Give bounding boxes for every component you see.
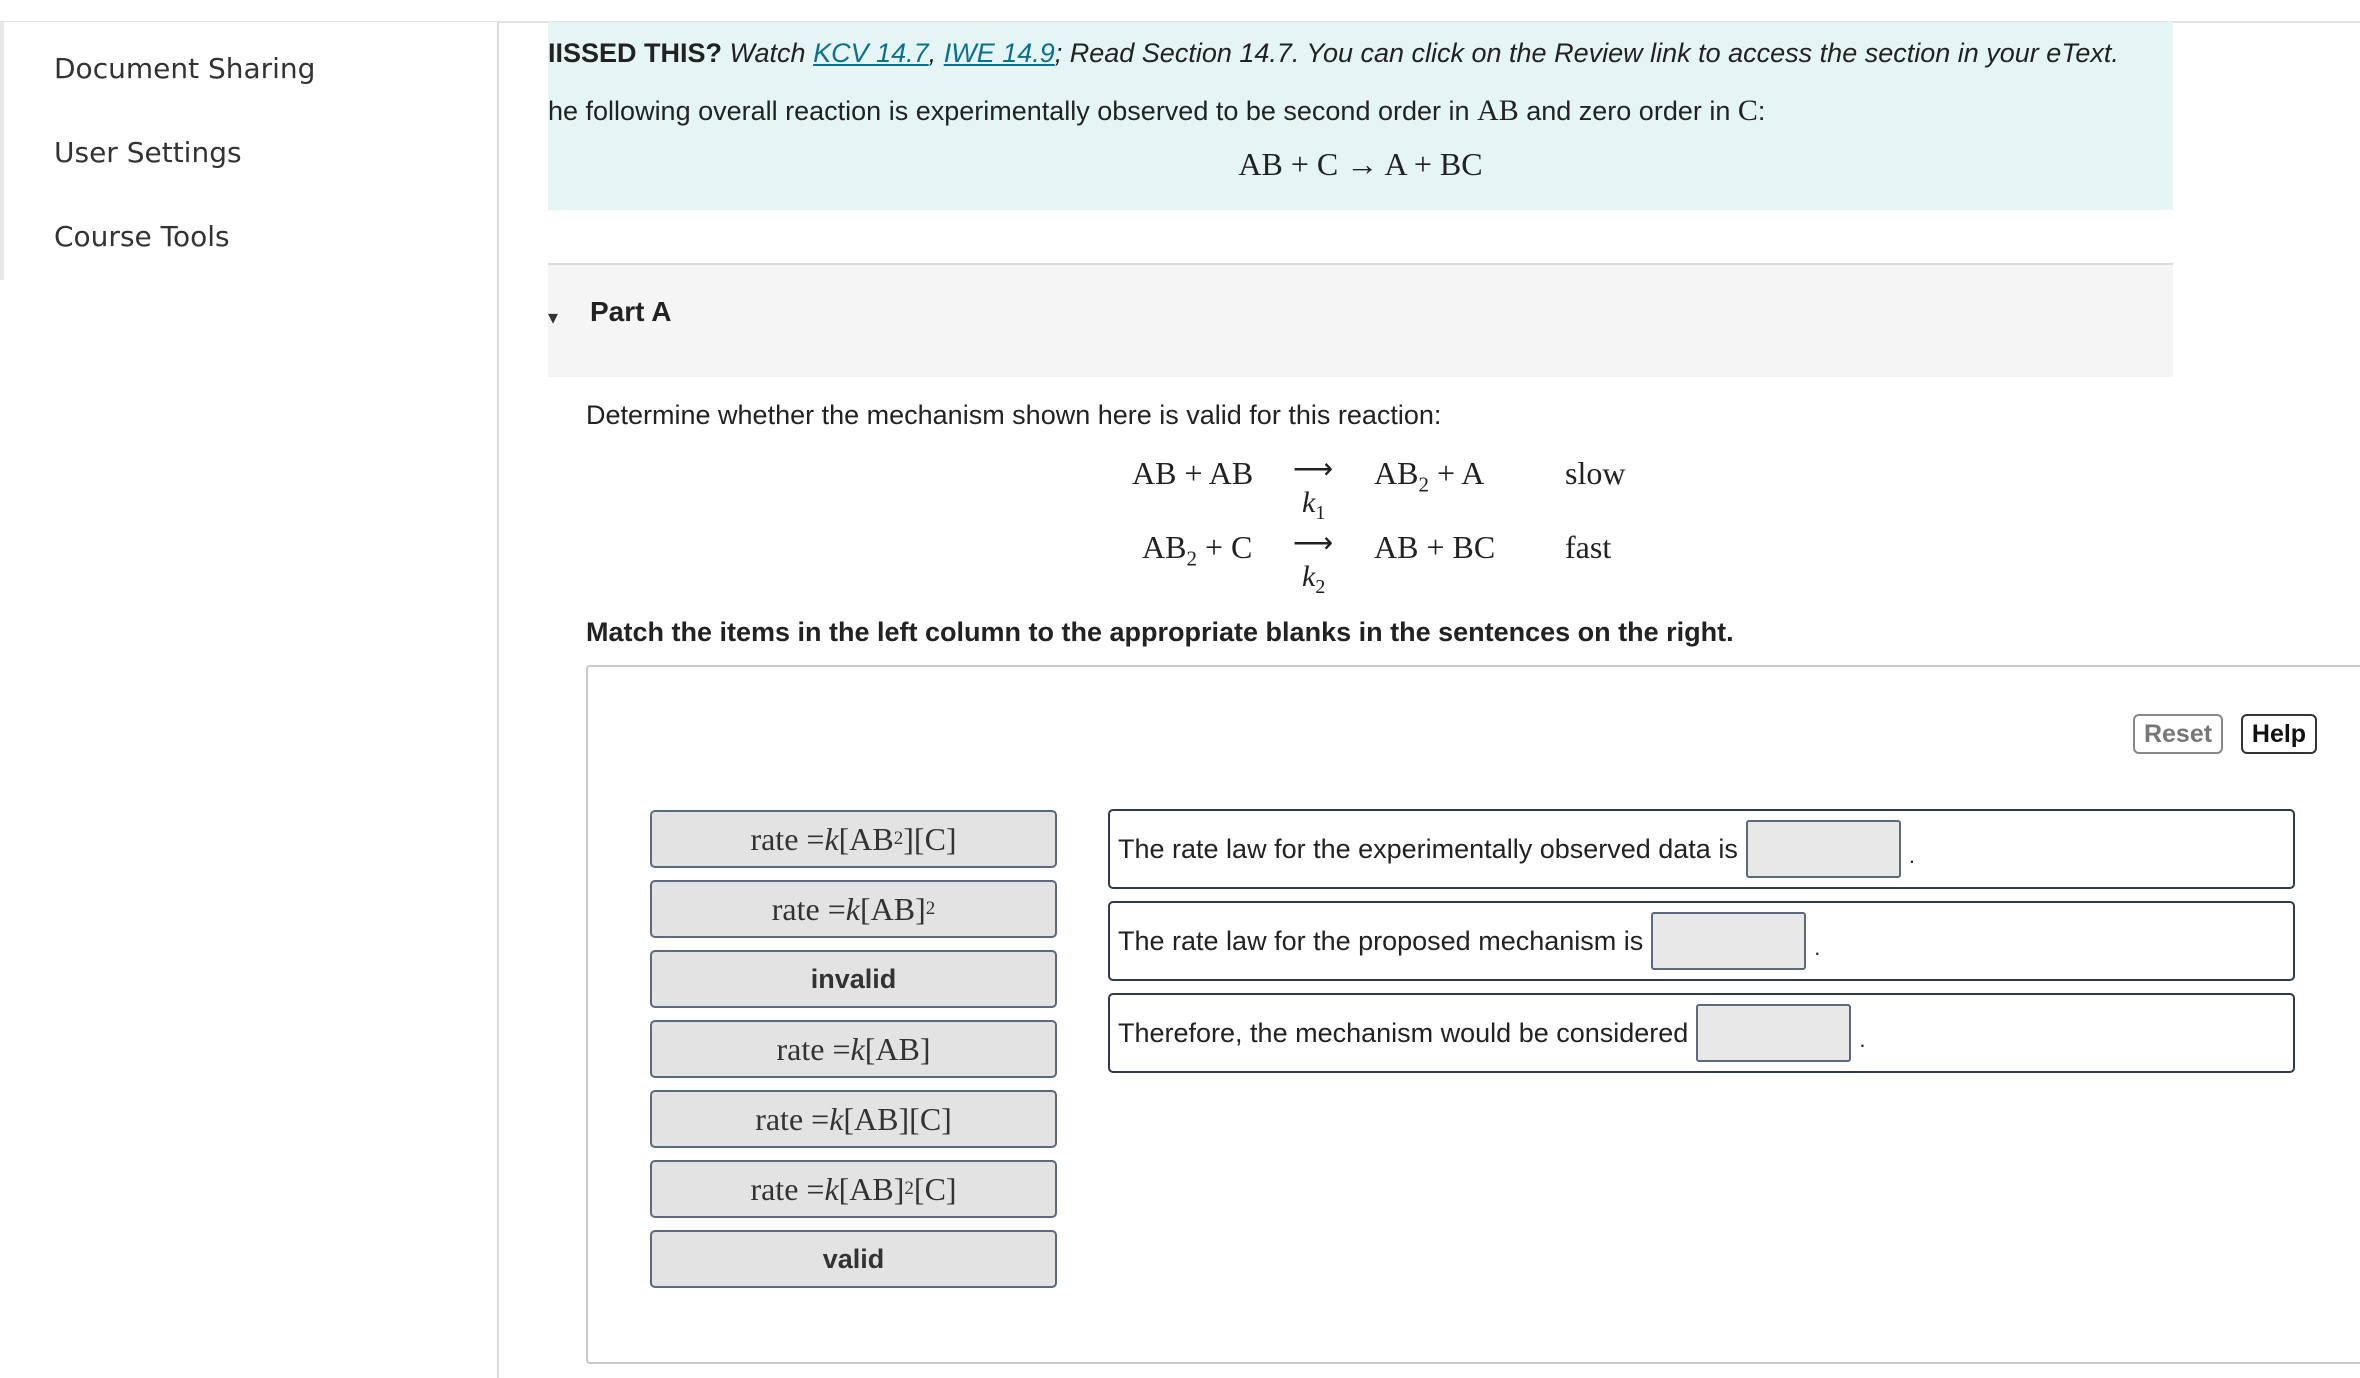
- step2-speed: fast: [1565, 529, 1612, 565]
- reset-button[interactable]: Reset: [2133, 714, 2223, 754]
- sentence-observed-rate-law: [1108, 809, 2295, 889]
- intro-ab: AB: [1477, 94, 1519, 127]
- reaction-intro: [548, 94, 1765, 128]
- matching-work-area: [586, 665, 2360, 1364]
- instructions: Match the items in the left column to the appropriate blanks in the sentences on the right.: [586, 617, 1734, 647]
- tile-invalid[interactable]: invalid: [650, 950, 1057, 1008]
- step1-rate-constant: $k_1$: [1302, 486, 1326, 524]
- drop-target-validity[interactable]: [1696, 1004, 1851, 1062]
- intro-text-pre: he following overall reaction is experimentally observed to be second order in: [548, 96, 1470, 126]
- question-text: Determine whether the mechanism shown here is valid for this reaction:: [586, 400, 1442, 430]
- step2-arrow-icon: ⟶: [1293, 528, 1334, 559]
- sentence-period: .: [1859, 1027, 1866, 1052]
- intro-banner: [548, 22, 2173, 210]
- overall-equation: AB + C → A + BC: [1238, 146, 1483, 182]
- tile-rate-ab[interactable]: rate = k [AB]: [650, 1020, 1057, 1078]
- help-button[interactable]: Help: [2241, 714, 2317, 754]
- sentence-period: .: [1814, 935, 1821, 960]
- sentence-text: Therefore, the mechanism would be considered: [1118, 1017, 1689, 1048]
- link-comma: ,: [928, 38, 937, 68]
- collapse-caret-icon[interactable]: ▾: [548, 307, 559, 329]
- sentence-validity: [1108, 993, 2295, 1073]
- iwe-link[interactable]: IWE 14.9: [943, 38, 1055, 68]
- tile-rate-ab-c[interactable]: rate = k [AB][C]: [650, 1090, 1057, 1148]
- sentence-mechanism-rate-law: [1108, 901, 2295, 981]
- missed-this-label: IISSED THIS?: [548, 38, 723, 68]
- step1-speed: slow: [1565, 455, 1626, 491]
- sidebar: [0, 22, 499, 1378]
- step2-reactants: $AB_2 + C$: [1142, 529, 1253, 571]
- intro-c: C: [1737, 94, 1758, 127]
- sidebar-item-user-settings[interactable]: User Settings: [54, 136, 242, 169]
- sentence-text: The rate law for the proposed mechanism is: [1118, 925, 1644, 956]
- step1-products: $AB_2 + A$: [1374, 455, 1485, 497]
- sidebar-item-document-sharing[interactable]: Document Sharing: [54, 52, 316, 85]
- sentence-text: The rate law for the experimentally observed data is: [1118, 833, 1738, 864]
- read-section-text: ; Read Section 14.7. You can click on the Review link to access the section in your eText.: [1054, 38, 2119, 68]
- drop-target-mechanism[interactable]: [1651, 912, 1806, 970]
- step2-rate-constant: $k_2$: [1302, 560, 1326, 598]
- part-title[interactable]: Part A: [590, 296, 672, 327]
- kcv-link[interactable]: KCV 14.7: [813, 38, 929, 68]
- intro-text-mid: and zero order in: [1526, 96, 1731, 126]
- part-a-header[interactable]: [548, 263, 2173, 377]
- sentence-period: .: [1908, 843, 1915, 868]
- tile-rate-ab-squared[interactable]: rate = k [AB] 2: [650, 880, 1057, 938]
- missed-this-line: [548, 38, 2119, 69]
- tile-rate-ab-squared-c[interactable]: rate = k [AB] 2 [C]: [650, 1160, 1057, 1218]
- tile-rate-ab2-c[interactable]: rate = k [AB 2 ][C]: [650, 810, 1057, 868]
- tile-valid[interactable]: valid: [650, 1230, 1057, 1288]
- sidebar-item-course-tools[interactable]: Course Tools: [54, 220, 230, 253]
- step1-reactants: AB + AB: [1132, 455, 1254, 491]
- step2-products: AB + BC: [1374, 529, 1496, 565]
- watch-text: Watch: [729, 38, 806, 68]
- step1-arrow-icon: ⟶: [1293, 454, 1334, 485]
- top-divider: [0, 0, 2360, 23]
- sidebar-accent: [0, 22, 4, 280]
- drop-target-observed[interactable]: [1746, 820, 1901, 878]
- intro-colon: :: [1757, 96, 1766, 126]
